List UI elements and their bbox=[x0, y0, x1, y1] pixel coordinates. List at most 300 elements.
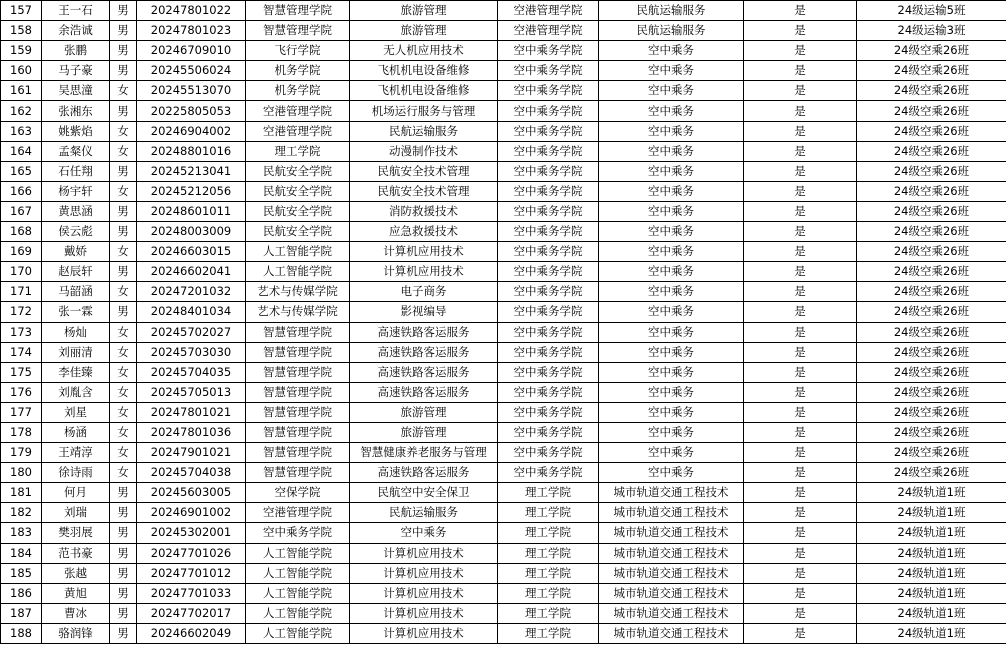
class-cell: 24级空乘26班 bbox=[857, 382, 1006, 402]
class-cell: 24级空乘26班 bbox=[857, 201, 1006, 221]
name-cell: 赵辰轩 bbox=[42, 262, 110, 282]
gender-cell: 女 bbox=[110, 81, 137, 101]
new-college-cell: 空中乘务学院 bbox=[498, 443, 599, 463]
new-major-cell: 空中乘务 bbox=[599, 302, 744, 322]
name-cell: 杨涵 bbox=[42, 422, 110, 442]
new-college-cell: 理工学院 bbox=[498, 583, 599, 603]
original-major-cell: 计算机应用技术 bbox=[350, 623, 498, 643]
name-cell: 余浩诚 bbox=[42, 21, 110, 41]
gender-cell: 男 bbox=[110, 583, 137, 603]
new-college-cell: 空中乘务学院 bbox=[498, 322, 599, 342]
class-cell: 24级空乘26班 bbox=[857, 422, 1006, 442]
class-cell: 24级空乘26班 bbox=[857, 443, 1006, 463]
class-cell: 24级轨道1班 bbox=[857, 583, 1006, 603]
row-number-cell: 180 bbox=[1, 463, 42, 483]
gender-cell: 男 bbox=[110, 262, 137, 282]
row-number-cell: 170 bbox=[1, 262, 42, 282]
table-row bbox=[1, 362, 1006, 382]
gender-cell: 女 bbox=[110, 382, 137, 402]
status-cell: 是 bbox=[744, 523, 857, 543]
original-major-cell: 机场运行服务与管理 bbox=[350, 101, 498, 121]
original-college-cell: 民航安全学院 bbox=[246, 181, 350, 201]
new-major-cell: 空中乘务 bbox=[599, 322, 744, 342]
row-number-cell: 173 bbox=[1, 322, 42, 342]
row-number-cell: 183 bbox=[1, 523, 42, 543]
original-major-cell: 高速铁路客运服务 bbox=[350, 463, 498, 483]
class-cell: 24级空乘26班 bbox=[857, 161, 1006, 181]
row-number-cell: 188 bbox=[1, 623, 42, 643]
row-number-cell: 181 bbox=[1, 483, 42, 503]
status-cell: 是 bbox=[744, 282, 857, 302]
new-college-cell: 理工学院 bbox=[498, 483, 599, 503]
new-major-cell: 城市轨道交通工程技术 bbox=[599, 563, 744, 583]
original-major-cell: 计算机应用技术 bbox=[350, 563, 498, 583]
new-major-cell: 空中乘务 bbox=[599, 422, 744, 442]
student-id-cell: 20247701012 bbox=[137, 563, 246, 583]
new-major-cell: 空中乘务 bbox=[599, 41, 744, 61]
student-id-cell: 20247701033 bbox=[137, 583, 246, 603]
new-major-cell: 空中乘务 bbox=[599, 81, 744, 101]
gender-cell: 男 bbox=[110, 523, 137, 543]
original-major-cell: 智慧健康养老服务与管理 bbox=[350, 443, 498, 463]
gender-cell: 女 bbox=[110, 282, 137, 302]
original-college-cell: 民航安全学院 bbox=[246, 222, 350, 242]
new-major-cell: 空中乘务 bbox=[599, 101, 744, 121]
new-college-cell: 理工学院 bbox=[498, 603, 599, 623]
original-college-cell: 空中乘务学院 bbox=[246, 523, 350, 543]
class-cell: 24级空乘26班 bbox=[857, 222, 1006, 242]
original-college-cell: 智慧管理学院 bbox=[246, 342, 350, 362]
table-row bbox=[1, 101, 1006, 121]
class-cell: 24级运输5班 bbox=[857, 1, 1006, 21]
new-major-cell: 空中乘务 bbox=[599, 121, 744, 141]
original-major-cell: 民航运输服务 bbox=[350, 121, 498, 141]
status-cell: 是 bbox=[744, 322, 857, 342]
student-id-cell: 20245213041 bbox=[137, 161, 246, 181]
table-row bbox=[1, 402, 1006, 422]
class-cell: 24级轨道1班 bbox=[857, 603, 1006, 623]
original-major-cell: 动漫制作技术 bbox=[350, 141, 498, 161]
new-major-cell: 城市轨道交通工程技术 bbox=[599, 483, 744, 503]
new-major-cell: 空中乘务 bbox=[599, 342, 744, 362]
new-major-cell: 空中乘务 bbox=[599, 463, 744, 483]
gender-cell: 女 bbox=[110, 463, 137, 483]
gender-cell: 女 bbox=[110, 242, 137, 262]
class-cell: 24级空乘26班 bbox=[857, 181, 1006, 201]
row-number-cell: 159 bbox=[1, 41, 42, 61]
new-college-cell: 空中乘务学院 bbox=[498, 41, 599, 61]
row-number-cell: 187 bbox=[1, 603, 42, 623]
student-id-cell: 20245506024 bbox=[137, 61, 246, 81]
student-id-cell: 20246901002 bbox=[137, 503, 246, 523]
student-id-cell: 20245705013 bbox=[137, 382, 246, 402]
name-cell: 王一石 bbox=[42, 1, 110, 21]
table-row bbox=[1, 262, 1006, 282]
name-cell: 姚紫焰 bbox=[42, 121, 110, 141]
class-cell: 24级空乘26班 bbox=[857, 121, 1006, 141]
gender-cell: 男 bbox=[110, 21, 137, 41]
student-id-cell: 20246603015 bbox=[137, 242, 246, 262]
original-college-cell: 人工智能学院 bbox=[246, 262, 350, 282]
name-cell: 范书豪 bbox=[42, 543, 110, 563]
status-cell: 是 bbox=[744, 623, 857, 643]
table-row bbox=[1, 41, 1006, 61]
name-cell: 王靖淳 bbox=[42, 443, 110, 463]
new-major-cell: 空中乘务 bbox=[599, 181, 744, 201]
gender-cell: 男 bbox=[110, 41, 137, 61]
student-id-cell: 20245704038 bbox=[137, 463, 246, 483]
table-row bbox=[1, 222, 1006, 242]
student-id-cell: 20248801016 bbox=[137, 141, 246, 161]
table-row bbox=[1, 322, 1006, 342]
table-body bbox=[1, 1, 1006, 644]
class-cell: 24级轨道1班 bbox=[857, 523, 1006, 543]
gender-cell: 男 bbox=[110, 543, 137, 563]
class-cell: 24级轨道1班 bbox=[857, 483, 1006, 503]
original-college-cell: 智慧管理学院 bbox=[246, 402, 350, 422]
name-cell: 何月 bbox=[42, 483, 110, 503]
class-cell: 24级空乘26班 bbox=[857, 101, 1006, 121]
class-cell: 24级空乘26班 bbox=[857, 262, 1006, 282]
student-id-cell: 20248003009 bbox=[137, 222, 246, 242]
new-college-cell: 空中乘务学院 bbox=[498, 161, 599, 181]
original-major-cell: 无人机应用技术 bbox=[350, 41, 498, 61]
original-college-cell: 人工智能学院 bbox=[246, 603, 350, 623]
class-cell: 24级运输3班 bbox=[857, 21, 1006, 41]
status-cell: 是 bbox=[744, 342, 857, 362]
original-major-cell: 旅游管理 bbox=[350, 422, 498, 442]
new-major-cell: 城市轨道交通工程技术 bbox=[599, 523, 744, 543]
row-number-cell: 158 bbox=[1, 21, 42, 41]
row-number-cell: 160 bbox=[1, 61, 42, 81]
name-cell: 马韶涵 bbox=[42, 282, 110, 302]
status-cell: 是 bbox=[744, 603, 857, 623]
new-major-cell: 空中乘务 bbox=[599, 61, 744, 81]
original-college-cell: 民航安全学院 bbox=[246, 161, 350, 181]
student-id-cell: 20245513070 bbox=[137, 81, 246, 101]
student-id-cell: 20246709010 bbox=[137, 41, 246, 61]
original-major-cell: 应急救援技术 bbox=[350, 222, 498, 242]
original-major-cell: 高速铁路客运服务 bbox=[350, 362, 498, 382]
name-cell: 张越 bbox=[42, 563, 110, 583]
row-number-cell: 162 bbox=[1, 101, 42, 121]
new-major-cell: 空中乘务 bbox=[599, 402, 744, 422]
new-college-cell: 空中乘务学院 bbox=[498, 81, 599, 101]
original-college-cell: 机务学院 bbox=[246, 61, 350, 81]
gender-cell: 男 bbox=[110, 623, 137, 643]
original-college-cell: 智慧管理学院 bbox=[246, 21, 350, 41]
original-college-cell: 民航安全学院 bbox=[246, 201, 350, 221]
table-row bbox=[1, 463, 1006, 483]
gender-cell: 女 bbox=[110, 402, 137, 422]
new-college-cell: 空中乘务学院 bbox=[498, 181, 599, 201]
original-major-cell: 高速铁路客运服务 bbox=[350, 382, 498, 402]
gender-cell: 女 bbox=[110, 443, 137, 463]
table-row bbox=[1, 583, 1006, 603]
gender-cell: 男 bbox=[110, 222, 137, 242]
gender-cell: 女 bbox=[110, 181, 137, 201]
status-cell: 是 bbox=[744, 443, 857, 463]
status-cell: 是 bbox=[744, 181, 857, 201]
new-major-cell: 空中乘务 bbox=[599, 262, 744, 282]
row-number-cell: 185 bbox=[1, 563, 42, 583]
status-cell: 是 bbox=[744, 362, 857, 382]
gender-cell: 男 bbox=[110, 503, 137, 523]
class-cell: 24级空乘26班 bbox=[857, 41, 1006, 61]
original-major-cell: 旅游管理 bbox=[350, 402, 498, 422]
new-major-cell: 空中乘务 bbox=[599, 161, 744, 181]
class-cell: 24级空乘26班 bbox=[857, 81, 1006, 101]
new-college-cell: 空中乘务学院 bbox=[498, 262, 599, 282]
student-id-cell: 20247701026 bbox=[137, 543, 246, 563]
table-row bbox=[1, 81, 1006, 101]
row-number-cell: 177 bbox=[1, 402, 42, 422]
new-major-cell: 空中乘务 bbox=[599, 141, 744, 161]
new-college-cell: 理工学院 bbox=[498, 563, 599, 583]
status-cell: 是 bbox=[744, 483, 857, 503]
student-id-cell: 20247201032 bbox=[137, 282, 246, 302]
new-college-cell: 空中乘务学院 bbox=[498, 101, 599, 121]
gender-cell: 女 bbox=[110, 362, 137, 382]
status-cell: 是 bbox=[744, 563, 857, 583]
status-cell: 是 bbox=[744, 402, 857, 422]
status-cell: 是 bbox=[744, 1, 857, 21]
status-cell: 是 bbox=[744, 21, 857, 41]
status-cell: 是 bbox=[744, 382, 857, 402]
original-college-cell: 智慧管理学院 bbox=[246, 443, 350, 463]
class-cell: 24级空乘26班 bbox=[857, 141, 1006, 161]
class-cell: 24级轨道1班 bbox=[857, 543, 1006, 563]
student-id-cell: 20248601011 bbox=[137, 201, 246, 221]
class-cell: 24级空乘26班 bbox=[857, 282, 1006, 302]
class-cell: 24级空乘26班 bbox=[857, 402, 1006, 422]
student-id-cell: 20245603005 bbox=[137, 483, 246, 503]
name-cell: 徐诗雨 bbox=[42, 463, 110, 483]
class-cell: 24级轨道1班 bbox=[857, 563, 1006, 583]
student-id-cell: 20247702017 bbox=[137, 603, 246, 623]
new-major-cell: 城市轨道交通工程技术 bbox=[599, 543, 744, 563]
original-major-cell: 空中乘务 bbox=[350, 523, 498, 543]
original-major-cell: 计算机应用技术 bbox=[350, 603, 498, 623]
table-row bbox=[1, 623, 1006, 643]
new-major-cell: 民航运输服务 bbox=[599, 21, 744, 41]
table-row bbox=[1, 563, 1006, 583]
status-cell: 是 bbox=[744, 422, 857, 442]
new-college-cell: 空中乘务学院 bbox=[498, 121, 599, 141]
class-cell: 24级空乘26班 bbox=[857, 242, 1006, 262]
new-college-cell: 空中乘务学院 bbox=[498, 362, 599, 382]
new-college-cell: 空中乘务学院 bbox=[498, 282, 599, 302]
row-number-cell: 175 bbox=[1, 362, 42, 382]
original-major-cell: 计算机应用技术 bbox=[350, 242, 498, 262]
table-row bbox=[1, 161, 1006, 181]
status-cell: 是 bbox=[744, 583, 857, 603]
student-id-cell: 20247801022 bbox=[137, 1, 246, 21]
row-number-cell: 169 bbox=[1, 242, 42, 262]
name-cell: 刘丽清 bbox=[42, 342, 110, 362]
status-cell: 是 bbox=[744, 121, 857, 141]
status-cell: 是 bbox=[744, 262, 857, 282]
name-cell: 杨灿 bbox=[42, 322, 110, 342]
row-number-cell: 186 bbox=[1, 583, 42, 603]
name-cell: 戴娇 bbox=[42, 242, 110, 262]
table-row bbox=[1, 1, 1006, 21]
row-number-cell: 161 bbox=[1, 81, 42, 101]
status-cell: 是 bbox=[744, 161, 857, 181]
table-row bbox=[1, 523, 1006, 543]
row-number-cell: 176 bbox=[1, 382, 42, 402]
new-college-cell: 空中乘务学院 bbox=[498, 382, 599, 402]
new-major-cell: 城市轨道交通工程技术 bbox=[599, 603, 744, 623]
class-cell: 24级轨道1班 bbox=[857, 503, 1006, 523]
original-college-cell: 空港管理学院 bbox=[246, 101, 350, 121]
status-cell: 是 bbox=[744, 242, 857, 262]
gender-cell: 男 bbox=[110, 1, 137, 21]
original-major-cell: 高速铁路客运服务 bbox=[350, 342, 498, 362]
new-major-cell: 空中乘务 bbox=[599, 242, 744, 262]
status-cell: 是 bbox=[744, 302, 857, 322]
original-college-cell: 人工智能学院 bbox=[246, 242, 350, 262]
status-cell: 是 bbox=[744, 543, 857, 563]
name-cell: 张湘东 bbox=[42, 101, 110, 121]
name-cell: 李佳臻 bbox=[42, 362, 110, 382]
table-row bbox=[1, 443, 1006, 463]
new-college-cell: 理工学院 bbox=[498, 623, 599, 643]
new-major-cell: 空中乘务 bbox=[599, 443, 744, 463]
table-row bbox=[1, 503, 1006, 523]
class-cell: 24级空乘26班 bbox=[857, 302, 1006, 322]
new-college-cell: 空中乘务学院 bbox=[498, 141, 599, 161]
student-id-cell: 20247901021 bbox=[137, 443, 246, 463]
gender-cell: 男 bbox=[110, 563, 137, 583]
name-cell: 樊羽展 bbox=[42, 523, 110, 543]
original-major-cell: 飞机机电设备维修 bbox=[350, 61, 498, 81]
new-college-cell: 空中乘务学院 bbox=[498, 242, 599, 262]
gender-cell: 女 bbox=[110, 121, 137, 141]
table-row bbox=[1, 382, 1006, 402]
gender-cell: 女 bbox=[110, 322, 137, 342]
name-cell: 曹冰 bbox=[42, 603, 110, 623]
name-cell: 刘瑞 bbox=[42, 503, 110, 523]
status-cell: 是 bbox=[744, 41, 857, 61]
status-cell: 是 bbox=[744, 222, 857, 242]
new-major-cell: 民航运输服务 bbox=[599, 1, 744, 21]
table-row bbox=[1, 181, 1006, 201]
table-row bbox=[1, 422, 1006, 442]
original-college-cell: 艺术与传媒学院 bbox=[246, 302, 350, 322]
original-major-cell: 旅游管理 bbox=[350, 1, 498, 21]
table-row bbox=[1, 141, 1006, 161]
name-cell: 张鹏 bbox=[42, 41, 110, 61]
new-college-cell: 空中乘务学院 bbox=[498, 61, 599, 81]
class-cell: 24级空乘26班 bbox=[857, 362, 1006, 382]
row-number-cell: 166 bbox=[1, 181, 42, 201]
new-college-cell: 空中乘务学院 bbox=[498, 402, 599, 422]
original-college-cell: 智慧管理学院 bbox=[246, 382, 350, 402]
row-number-cell: 157 bbox=[1, 1, 42, 21]
gender-cell: 男 bbox=[110, 201, 137, 221]
original-major-cell: 高速铁路客运服务 bbox=[350, 322, 498, 342]
original-college-cell: 空保学院 bbox=[246, 483, 350, 503]
student-id-cell: 20246904002 bbox=[137, 121, 246, 141]
new-college-cell: 空中乘务学院 bbox=[498, 222, 599, 242]
status-cell: 是 bbox=[744, 503, 857, 523]
original-college-cell: 艺术与传媒学院 bbox=[246, 282, 350, 302]
original-major-cell: 影视编导 bbox=[350, 302, 498, 322]
original-major-cell: 计算机应用技术 bbox=[350, 543, 498, 563]
new-major-cell: 城市轨道交通工程技术 bbox=[599, 503, 744, 523]
original-college-cell: 空港管理学院 bbox=[246, 503, 350, 523]
row-number-cell: 182 bbox=[1, 503, 42, 523]
original-major-cell: 民航空中安全保卫 bbox=[350, 483, 498, 503]
new-major-cell: 城市轨道交通工程技术 bbox=[599, 623, 744, 643]
gender-cell: 男 bbox=[110, 161, 137, 181]
original-college-cell: 人工智能学院 bbox=[246, 583, 350, 603]
student-id-cell: 20247801021 bbox=[137, 402, 246, 422]
student-id-cell: 20225805053 bbox=[137, 101, 246, 121]
student-id-cell: 20247801036 bbox=[137, 422, 246, 442]
original-college-cell: 人工智能学院 bbox=[246, 623, 350, 643]
new-college-cell: 理工学院 bbox=[498, 523, 599, 543]
gender-cell: 女 bbox=[110, 141, 137, 161]
original-major-cell: 计算机应用技术 bbox=[350, 262, 498, 282]
student-id-cell: 20247801023 bbox=[137, 21, 246, 41]
student-id-cell: 20245704035 bbox=[137, 362, 246, 382]
student-id-cell: 20245212056 bbox=[137, 181, 246, 201]
new-college-cell: 空中乘务学院 bbox=[498, 422, 599, 442]
gender-cell: 男 bbox=[110, 302, 137, 322]
table-row bbox=[1, 342, 1006, 362]
new-college-cell: 理工学院 bbox=[498, 503, 599, 523]
row-number-cell: 179 bbox=[1, 443, 42, 463]
new-college-cell: 空中乘务学院 bbox=[498, 342, 599, 362]
original-college-cell: 理工学院 bbox=[246, 141, 350, 161]
original-major-cell: 民航运输服务 bbox=[350, 503, 498, 523]
name-cell: 张一霖 bbox=[42, 302, 110, 322]
name-cell: 马子豪 bbox=[42, 61, 110, 81]
original-major-cell: 计算机应用技术 bbox=[350, 583, 498, 603]
table-row bbox=[1, 201, 1006, 221]
name-cell: 黄思涵 bbox=[42, 201, 110, 221]
original-major-cell: 电子商务 bbox=[350, 282, 498, 302]
table-row bbox=[1, 603, 1006, 623]
student-id-cell: 20245702027 bbox=[137, 322, 246, 342]
new-college-cell: 空港管理学院 bbox=[498, 1, 599, 21]
original-college-cell: 智慧管理学院 bbox=[246, 463, 350, 483]
original-college-cell: 飞行学院 bbox=[246, 41, 350, 61]
name-cell: 侯云彪 bbox=[42, 222, 110, 242]
new-major-cell: 城市轨道交通工程技术 bbox=[599, 583, 744, 603]
new-college-cell: 空港管理学院 bbox=[498, 21, 599, 41]
new-college-cell: 理工学院 bbox=[498, 543, 599, 563]
row-number-cell: 184 bbox=[1, 543, 42, 563]
original-college-cell: 人工智能学院 bbox=[246, 543, 350, 563]
table-row bbox=[1, 61, 1006, 81]
gender-cell: 男 bbox=[110, 61, 137, 81]
new-college-cell: 空中乘务学院 bbox=[498, 302, 599, 322]
original-major-cell: 民航安全技术管理 bbox=[350, 161, 498, 181]
row-number-cell: 168 bbox=[1, 222, 42, 242]
name-cell: 石任翔 bbox=[42, 161, 110, 181]
original-college-cell: 智慧管理学院 bbox=[246, 422, 350, 442]
new-major-cell: 空中乘务 bbox=[599, 222, 744, 242]
class-cell: 24级空乘26班 bbox=[857, 322, 1006, 342]
name-cell: 孟粲仪 bbox=[42, 141, 110, 161]
name-cell: 吴思潼 bbox=[42, 81, 110, 101]
student-id-cell: 20245703030 bbox=[137, 342, 246, 362]
original-major-cell: 飞机机电设备维修 bbox=[350, 81, 498, 101]
name-cell: 刘星 bbox=[42, 402, 110, 422]
